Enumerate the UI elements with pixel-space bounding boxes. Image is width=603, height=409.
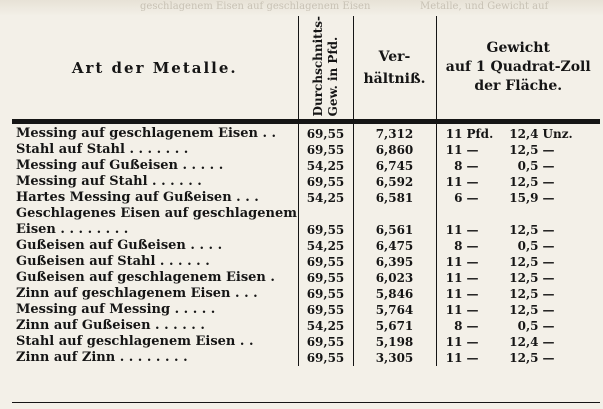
metal-pair-text: Gußeisen auf Stahl . . . . . .: [16, 254, 210, 270]
table-row: [12, 270, 600, 286]
header-ratio: [353, 16, 436, 122]
weight-ounces: 12,5: [509, 287, 539, 302]
average-weight-value: 54,25: [306, 239, 345, 254]
ratio-value: 6,860: [375, 143, 414, 158]
weight-pounds-unit: —: [466, 143, 479, 158]
average-weight-cell: [298, 350, 353, 366]
metal-pair-text: Messing auf Messing . . . . .: [16, 302, 216, 318]
weight-ounces-unit: —: [542, 175, 555, 190]
weight-pounds-unit: —: [466, 255, 479, 270]
average-weight-value: 69,55: [306, 255, 345, 270]
weight-ounces: 12,5: [509, 175, 539, 190]
weight-ounces-unit: —: [542, 319, 555, 334]
header-ratio-label: Ver- hältniß.: [363, 48, 426, 87]
ratio-cell: [353, 318, 436, 334]
ratio-cell: [353, 350, 436, 366]
weight-pounds-unit: —: [466, 303, 479, 318]
weight-pounds: 11: [445, 255, 463, 270]
average-weight-value: 69,55: [306, 351, 345, 366]
ratio-cell: [353, 206, 436, 222]
bleed-through-text-2: Metalle, und Gewicht auf: [420, 1, 549, 12]
weight-pounds: 8: [454, 319, 463, 334]
average-weight-cell: [298, 270, 353, 286]
average-weight-value: 69,55: [306, 303, 345, 318]
metal-pair-cell: [12, 318, 298, 334]
ratio-value: 5,846: [375, 287, 414, 302]
weight-cell: [436, 190, 600, 206]
average-weight-cell: [298, 318, 353, 334]
table-row: [12, 174, 600, 190]
weight-pounds-unit: —: [466, 351, 479, 366]
ratio-value: 5,198: [375, 335, 414, 350]
weight-cell: [436, 142, 600, 158]
weight-ounces: 0,5: [517, 159, 539, 174]
metal-pair-text: Zinn auf Zinn . . . . . . . .: [16, 350, 188, 366]
table-header: [12, 16, 600, 122]
weight-ounces-unit: —: [542, 255, 555, 270]
weight-cell: [436, 174, 600, 190]
header-average-weight: [298, 16, 353, 122]
metal-pair-cell: [12, 142, 298, 158]
table-row: [12, 302, 600, 318]
ratio-value: 6,745: [375, 159, 414, 174]
weight-cell: [436, 222, 600, 238]
metal-pair-cell: [12, 334, 298, 350]
metal-pair-text: Messing auf Gußeisen . . . . .: [16, 158, 224, 174]
average-weight-cell: [298, 158, 353, 174]
ratio-value: 3,305: [375, 351, 414, 366]
weight-ounces-unit: —: [542, 191, 555, 206]
weight-cell: [436, 206, 600, 222]
weight-pounds-unit: —: [466, 191, 479, 206]
ratio-cell: [353, 302, 436, 318]
metal-pair-cell: [12, 190, 298, 206]
weight-ounces: 12,5: [509, 351, 539, 366]
header-weight-per-square-inch: [436, 16, 600, 122]
average-weight-value: 69,55: [306, 223, 345, 238]
ratio-value: 7,312: [375, 127, 414, 142]
metal-pair-text: Zinn auf geschlagenem Eisen . . .: [16, 286, 258, 302]
table-row: [12, 122, 600, 143]
weight-pounds-unit: —: [466, 287, 479, 302]
average-weight-value: 69,55: [306, 335, 345, 350]
weight-cell: [436, 350, 600, 366]
weight-ounces: 12,5: [509, 223, 539, 238]
metal-pair-cell: [12, 122, 298, 143]
weight-pounds: 11: [445, 287, 463, 302]
average-weight-cell: [298, 206, 353, 222]
metal-pair-text: Gußeisen auf geschlagenem Eisen .: [16, 270, 275, 286]
weight-ounces-unit: —: [542, 159, 555, 174]
weight-ounces-unit: —: [542, 271, 555, 286]
metal-pair-cell: [12, 238, 298, 254]
average-weight-cell: [298, 190, 353, 206]
ratio-value: 6,395: [375, 255, 414, 270]
table-row: [12, 286, 600, 302]
weight-pounds: 8: [454, 159, 463, 174]
weight-pounds-unit: —: [466, 271, 479, 286]
metal-pair-text: Messing auf Stahl . . . . . .: [16, 174, 202, 190]
table-bottom-rule: [12, 402, 600, 403]
ratio-cell: [353, 254, 436, 270]
weight-pounds-unit: —: [466, 159, 479, 174]
average-weight-cell: [298, 334, 353, 350]
ratio-cell: [353, 238, 436, 254]
average-weight-cell: [298, 254, 353, 270]
weight-ounces-unit: —: [542, 239, 555, 254]
metal-pair-cell: [12, 302, 298, 318]
weight-pounds: 11: [445, 271, 463, 286]
average-weight-value: 69,55: [306, 127, 345, 142]
ratio-cell: [353, 142, 436, 158]
ratio-value: 6,592: [375, 175, 414, 190]
header-average-weight-label: Durchschnitts- Gew. in Pfd.: [310, 16, 340, 117]
metal-pair-text: Hartes Messing auf Gußeisen . . .: [16, 190, 259, 206]
weight-ounces: 15,9: [509, 191, 539, 206]
weight-cell: [436, 238, 600, 254]
weight-ounces: 12,5: [509, 143, 539, 158]
table-row: [12, 334, 600, 350]
header-weight-label: Gewicht auf 1 Quadrat-Zoll der Fläche.: [445, 40, 591, 95]
average-weight-cell: [298, 122, 353, 143]
metal-pair-cell: [12, 174, 298, 190]
ratio-cell: [353, 158, 436, 174]
weight-pounds-unit: —: [466, 335, 479, 350]
metal-pair-text: Gußeisen auf Gußeisen . . . .: [16, 238, 223, 254]
table-row: [12, 238, 600, 254]
weight-ounces: 12,5: [509, 271, 539, 286]
metal-pair-cell: [12, 286, 298, 302]
ratio-cell: [353, 190, 436, 206]
average-weight-cell: [298, 142, 353, 158]
header-metal-type: [12, 16, 298, 122]
weight-ounces: 12,5: [509, 303, 539, 318]
average-weight-value: 69,55: [306, 175, 345, 190]
ratio-value: 6,561: [375, 223, 414, 238]
header-metal-type-label: Art der Metalle.: [71, 58, 238, 77]
weight-cell: [436, 334, 600, 350]
weight-pounds: 6: [454, 191, 463, 206]
average-weight-cell: [298, 238, 353, 254]
metal-pair-text: Messing auf geschlagenem Eisen . .: [16, 126, 277, 142]
metal-pair-text: Geschlagenes Eisen auf geschlagenem: [16, 206, 298, 222]
weight-pounds-unit: —: [466, 319, 479, 334]
weight-pounds: 11: [445, 143, 463, 158]
weight-pounds-unit: —: [466, 223, 479, 238]
metal-pair-text: Stahl auf Stahl . . . . . . .: [16, 142, 189, 158]
average-weight-value: 69,55: [306, 271, 345, 286]
weight-ounces-unit: —: [542, 303, 555, 318]
weight-ounces-unit: —: [542, 351, 555, 366]
table-row: [12, 190, 600, 206]
weight-cell: [436, 254, 600, 270]
weight-cell: [436, 122, 600, 143]
metal-pair-text: Eisen . . . . . . . .: [16, 222, 129, 238]
weight-pounds-unit: —: [466, 239, 479, 254]
metal-pair-text: Zinn auf Gußeisen . . . . . .: [16, 318, 205, 334]
average-weight-cell: [298, 222, 353, 238]
table-row: [12, 158, 600, 174]
average-weight-value: 54,25: [306, 319, 345, 334]
weight-pounds: 11: [445, 127, 463, 142]
weight-pounds-unit: —: [466, 175, 479, 190]
weight-pounds: 11: [445, 335, 463, 350]
weight-ounces: 12,4: [509, 127, 539, 142]
weight-ounces: 0,5: [517, 319, 539, 334]
table-row: [12, 142, 600, 158]
weight-ounces-unit: —: [542, 223, 555, 238]
metals-table: [12, 16, 600, 366]
metal-pair-cell: [12, 350, 298, 366]
metal-pair-cell: [12, 158, 298, 174]
metal-pair-text: Stahl auf geschlagenem Eisen . .: [16, 334, 254, 350]
weight-pounds: 11: [445, 303, 463, 318]
ratio-cell: [353, 286, 436, 302]
ratio-value: 6,023: [375, 271, 414, 286]
average-weight-cell: [298, 286, 353, 302]
metal-pair-cell: [12, 206, 298, 222]
ratio-value: 6,475: [375, 239, 414, 254]
ratio-cell: [353, 174, 436, 190]
metal-pair-cell: [12, 270, 298, 286]
weight-cell: [436, 286, 600, 302]
ratio-cell: [353, 270, 436, 286]
ratio-cell: [353, 222, 436, 238]
weight-ounces: 0,5: [517, 239, 539, 254]
weight-ounces-unit: —: [542, 335, 555, 350]
weight-ounces: 12,4: [509, 335, 539, 350]
table-row: [12, 318, 600, 334]
average-weight-cell: [298, 174, 353, 190]
weight-ounces: 12,5: [509, 255, 539, 270]
weight-cell: [436, 318, 600, 334]
weight-pounds: 11: [445, 223, 463, 238]
average-weight-cell: [298, 302, 353, 318]
weight-pounds: 8: [454, 239, 463, 254]
metal-pair-cell: [12, 222, 298, 238]
weight-pounds: 11: [445, 351, 463, 366]
ratio-cell: [353, 122, 436, 143]
weight-pounds-unit: Pfd.: [466, 127, 494, 142]
average-weight-value: 54,25: [306, 191, 345, 206]
weight-ounces-unit: Unz.: [542, 127, 573, 142]
average-weight-value: 69,55: [306, 143, 345, 158]
table-body: [12, 122, 600, 367]
weight-cell: [436, 302, 600, 318]
ratio-value: 6,581: [375, 191, 414, 206]
weight-cell: [436, 158, 600, 174]
table-row: [12, 350, 600, 366]
average-weight-value: 69,55: [306, 287, 345, 302]
table-row: [12, 254, 600, 270]
page-bleed-strip: [0, 0, 603, 16]
weight-pounds: 11: [445, 175, 463, 190]
bleed-through-text-1: geschlagenem Eisen auf geschlagenem Eisen: [140, 1, 371, 12]
weight-ounces-unit: —: [542, 143, 555, 158]
weight-ounces-unit: —: [542, 287, 555, 302]
ratio-value: 5,671: [375, 319, 414, 334]
average-weight-value: 54,25: [306, 159, 345, 174]
ratio-value: 5,764: [375, 303, 414, 318]
ratio-cell: [353, 334, 436, 350]
table-row: [12, 206, 600, 222]
weight-cell: [436, 270, 600, 286]
metal-pair-cell: [12, 254, 298, 270]
table-row: [12, 222, 600, 238]
